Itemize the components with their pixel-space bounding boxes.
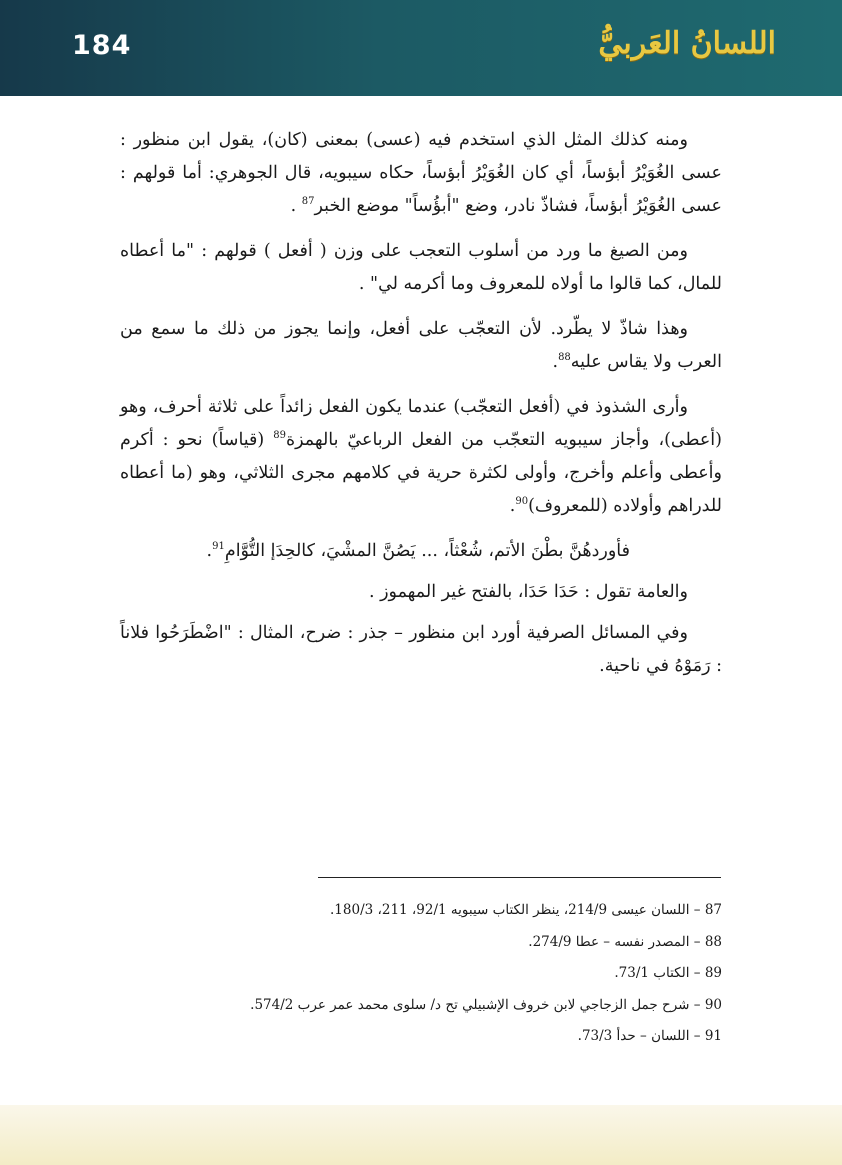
- paragraph-4: [120, 391, 722, 523]
- footnote-89: 89 – الكتاب 73/1.: [614, 965, 722, 981]
- paragraph-4-text-a: وأرى الشذوذ في (أفعل التعجّب) عندما يكون الفعل زائداً على ثلاثة أحرف، وهو (أعطى)، وأجاز سيبويه التعجّب من الفعل الرباعيّ بالهمزة: [120, 397, 722, 450]
- paragraph-7: [120, 617, 722, 683]
- footnote-ref-91: 91: [212, 541, 225, 553]
- poem-verse: [120, 535, 722, 568]
- footer-band: [0, 1105, 842, 1165]
- main-text: [120, 124, 722, 695]
- footnote-87: 87 – اللسان عيسى 214/9، ينظر الكتاب سيبويه 92/1، 211، 180/3.: [330, 902, 722, 918]
- footnote-ref-89: 89: [273, 430, 286, 442]
- footnote-ref-88: 88: [558, 352, 571, 364]
- paragraph-1-text: ومنه كذلك المثل الذي استخدم فيه (عسى) بمعنى (كان)، يقول ابن منظور : عسى الغُوَيْرُ أبؤساً، أي كان الغُوَيْرُ أبؤساً، حكاه سيبويه، قال الجوهري: أما قولهم : عسى الغُوَيْرُ أبؤساً، فشاذّ نادر، وضع "أبؤُساً" موضع الخبر: [120, 130, 722, 216]
- paragraph-1: [120, 124, 722, 223]
- paragraph-3: [120, 313, 722, 379]
- footnote-ref-87: 87: [301, 196, 315, 208]
- poem-verse-end: .: [206, 541, 213, 561]
- poem-verse-text: فأوردهُنَّ بطْنَ الأتم، شُعْثاً، ... يَصُنَّ المشْيَ، كالحِدَإ التُّوَّامِ: [224, 541, 630, 561]
- paragraph-7-text: وفي المسائل الصرفية أورد ابن منظور – جذر : ضرح، المثال : "اضْطَرَحُوا فلاناً : رَمَوْهُ في ناحية.: [120, 623, 722, 676]
- page-number: 184: [72, 30, 132, 61]
- paragraph-3-text: وهذا شاذّ لا يطّرد. لأن التعجّب على أفعل، وإنما يجوز من ذلك ما سمع من العرب ولا يقاس عليه: [120, 319, 722, 372]
- footnote-91: 91 – اللسان – حدأ 73/3.: [577, 1028, 722, 1044]
- footnote-90: 90 – شرح جمل الزجاجي لابن خروف الإشبيلي تح د/ سلوى محمد عمر عرب 574/2.: [250, 996, 722, 1013]
- paragraph-4-end: .: [509, 496, 516, 516]
- paragraph-3-end: .: [552, 352, 559, 372]
- footnotes: [120, 895, 722, 1053]
- paragraph-4-text-b: (قياساً) نحو : أكرم وأعطى وأعلم وأخرج، وأولى لكثرة حرية في كلامهم مجرى الثلاثي، وهو (ما أعطاه للدراهم وأولاده (للمعروف): [120, 430, 722, 516]
- paragraph-2: [120, 235, 722, 301]
- footnote-ref-90: 90: [515, 496, 529, 508]
- footnote-separator: [318, 877, 721, 878]
- paragraph-2-text: ومن الصيغ ما ورد من أسلوب التعجب على وزن ( أفعل ) قولهم : "ما أعطاه للمال، كما قالوا ما أولاه للمعروف وما أكرمه لي" .: [120, 241, 722, 294]
- footnote-88: 88 – المصدر نفسه – عطا 274/9.: [528, 933, 722, 950]
- paragraph-6-text: والعامة تقول : حَدَا حَدَا، بالفتح غير المهموز .: [368, 582, 688, 602]
- page-header: [0, 0, 842, 96]
- paragraph-6: [120, 576, 722, 609]
- journal-logo: اللسانُ العَربيُّ: [598, 26, 776, 61]
- paragraph-1-end: .: [290, 196, 302, 216]
